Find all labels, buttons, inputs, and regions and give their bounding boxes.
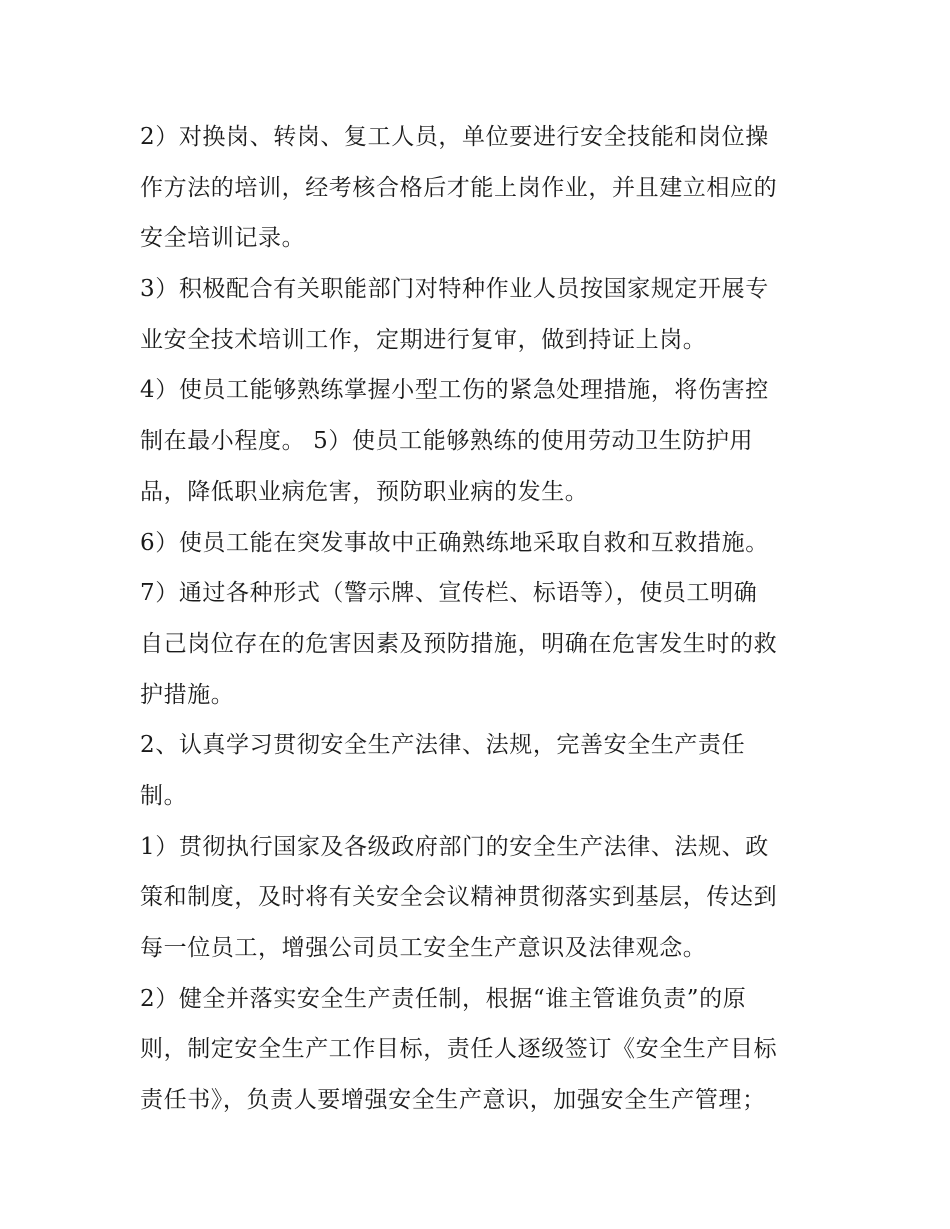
- text-line: 2、认真学习贯彻安全生产法律、法规，完善安全生产责任: [140, 732, 746, 759]
- text-line: 作方法的培训，经考核合格后才能上岗作业，并且建立相应的: [140, 174, 778, 201]
- text-line: 6）使员工能在突发事故中正确熟练地采取自救和互救措施。: [140, 529, 769, 556]
- text-line: 2）健全并落实安全生产责任制，根据“谁主管谁负责”的原: [140, 985, 747, 1012]
- text-line: 2）对换岗、转岗、复工人员，单位要进行安全技能和岗位操: [140, 124, 769, 150]
- text-line: 制在最小程度。 5）使员工能够熟练的使用劳动卫生防护用: [140, 428, 754, 455]
- text-line: 自己岗位存在的危害因素及预防措施，明确在危害发生时的救: [140, 630, 778, 657]
- text-line: 护措施。: [140, 681, 235, 708]
- document-body: [140, 112, 840, 1126]
- text-line: 则，制定安全生产工作目标，责任人逐级签订《安全生产目标: [140, 1036, 778, 1063]
- text-line: 3）积极配合有关职能部门对特种作业人员按国家规定开展专: [140, 276, 769, 303]
- text-line: 安全培训记录。: [140, 225, 306, 252]
- text-line: 品，降低职业病危害，预防职业病的发生。: [140, 478, 589, 505]
- text-line: 每一位员工，增强公司员工安全生产意识及法律观念。: [140, 935, 707, 961]
- text-line: 业安全技术培训工作，定期进行复审，做到持证上岗。: [140, 326, 707, 353]
- text-line: 4）使员工能够熟练掌握小型工伤的紧急处理措施，将伤害控: [140, 377, 769, 404]
- text-line: 1）贯彻执行国家及各级政府部门的安全生产法律、法规、政: [140, 833, 769, 860]
- text-line: 制。: [140, 782, 188, 809]
- text-line: 策和制度，及时将有关安全会议精神贯彻落实到基层，传达到: [140, 884, 778, 911]
- text-line: 7）通过各种形式（警示牌、宣传栏、标语等），使员工明确: [140, 580, 758, 607]
- text-line: 责任书》，负责人要增强安全生产意识，加强安全生产管理；: [140, 1087, 766, 1114]
